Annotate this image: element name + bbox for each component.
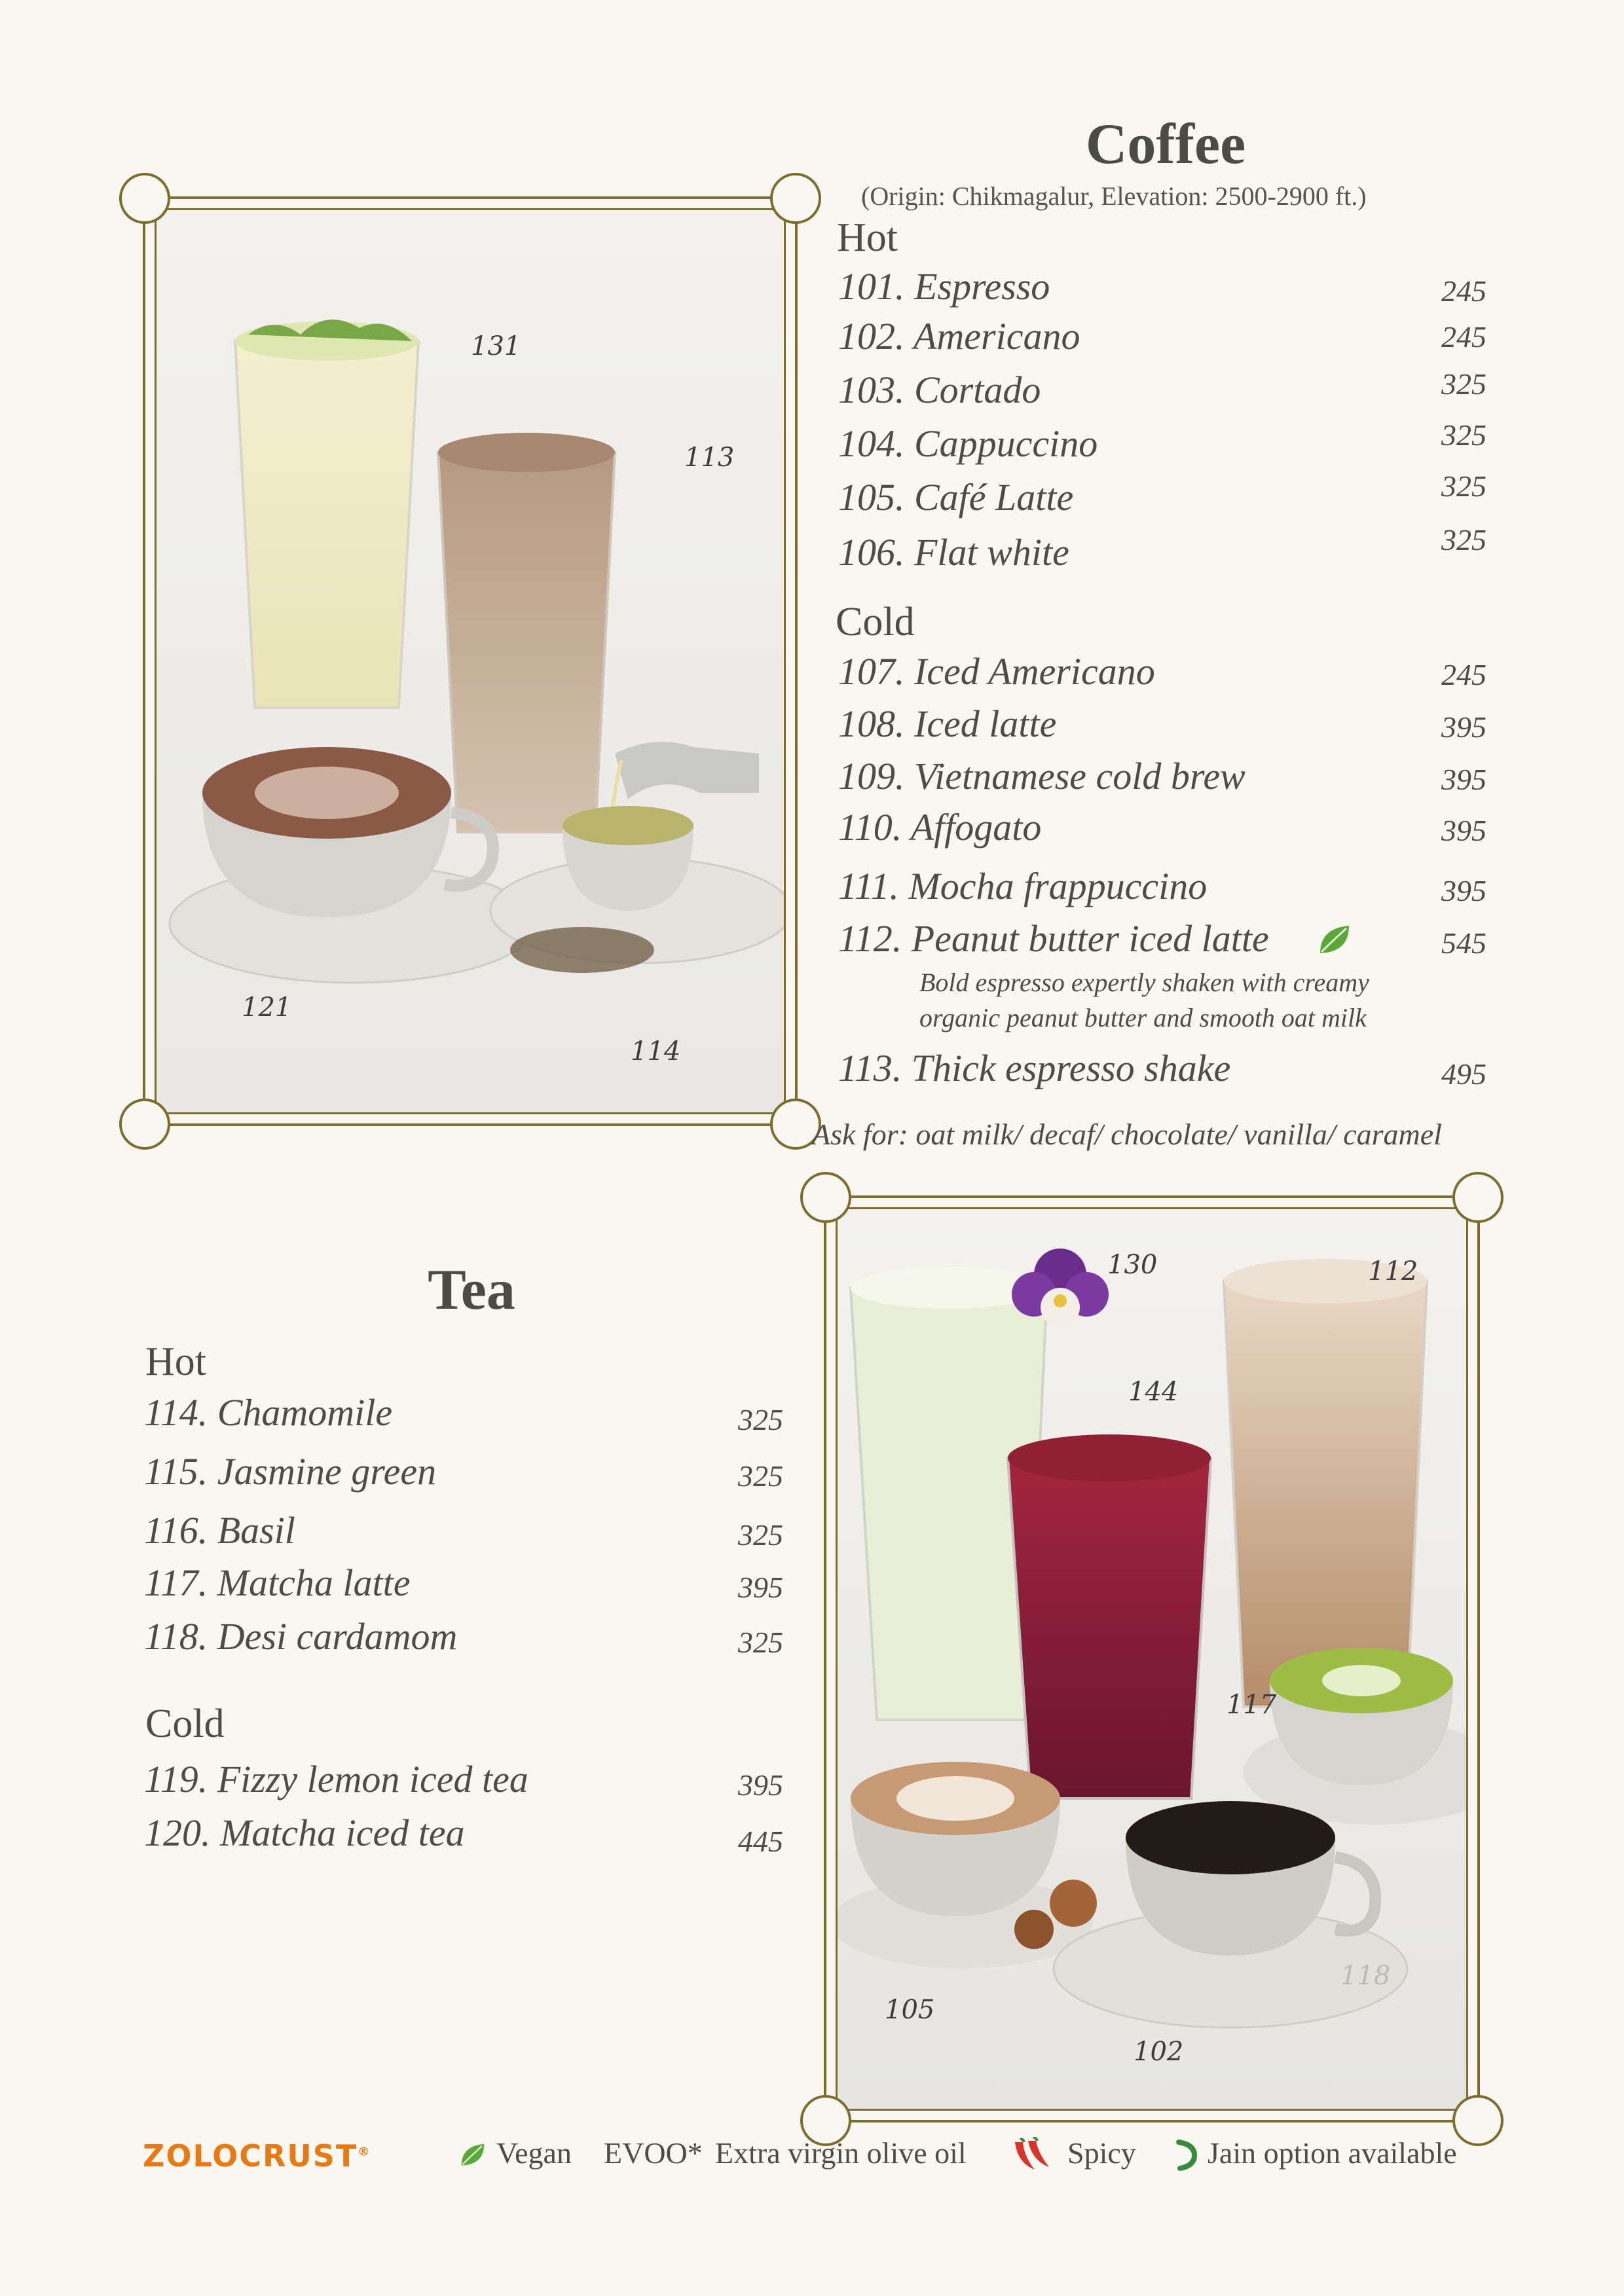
menu-item-mocha-frappuccino: 111. Mocha frappuccino xyxy=(838,865,1208,907)
top-photo-frame xyxy=(143,196,798,1126)
menu-price: 325 xyxy=(1441,367,1486,401)
top-photo xyxy=(155,208,786,1114)
photo-label-114: 114 xyxy=(631,1036,681,1066)
menu-price: 445 xyxy=(738,1825,783,1858)
legend-vegan: Vegan xyxy=(496,2136,572,2170)
photo-label-121: 121 xyxy=(242,993,292,1023)
frame-corner xyxy=(800,1172,851,1223)
menu-price: 325 xyxy=(738,1403,783,1436)
frame-corner xyxy=(119,173,170,224)
vegan-leaf-icon xyxy=(458,2141,487,2170)
brand-logo: ZOLOCRUST® xyxy=(143,2138,371,2174)
photo-label-131: 131 xyxy=(471,331,521,361)
menu-price: 325 xyxy=(1441,418,1486,452)
menu-item-americano: 102. Americano xyxy=(838,315,1080,357)
menu-item-affogato: 110. Affogato xyxy=(838,806,1042,848)
menu-item-cortado: 103. Cortado xyxy=(838,369,1041,411)
brand-logo-text: ZOLOCRUST xyxy=(143,2138,358,2174)
coffee-ask-for: Ask for: oat milk/ decaf/ chocolate/ vanilla/ caramel xyxy=(812,1118,1442,1151)
coffee-hot-heading: Hot xyxy=(837,215,898,260)
legend-spicy: Spicy xyxy=(1067,2136,1136,2170)
bottom-photo xyxy=(836,1207,1468,2111)
photo-label-118: 118 xyxy=(1340,1961,1391,1991)
photo-label-117: 117 xyxy=(1227,1690,1277,1720)
menu-item-matcha-latte: 117. Matcha latte xyxy=(144,1561,411,1604)
menu-item-desi-cardamom: 118. Desi cardamom xyxy=(144,1615,458,1658)
menu-item-iced-latte: 108. Iced latte xyxy=(838,702,1057,745)
menu-item-iced-americano: 107. Iced Americano xyxy=(838,650,1155,693)
frame-corner xyxy=(119,1099,170,1150)
menu-item-peanut-butter-iced-latte: 112. Peanut butter iced latte xyxy=(838,917,1269,960)
menu-item-espresso: 101. Espresso xyxy=(838,265,1050,308)
menu-item-jasmine-green: 115. Jasmine green xyxy=(144,1450,437,1493)
tea-title: Tea xyxy=(428,1258,515,1322)
menu-item-cafe-latte: 105. Café Latte xyxy=(838,476,1074,519)
menu-price: 545 xyxy=(1441,926,1486,960)
menu-item-matcha-iced-tea: 120. Matcha iced tea xyxy=(144,1812,465,1854)
tea-cold-heading: Cold xyxy=(145,1702,225,1746)
vegan-leaf-icon xyxy=(1316,922,1353,958)
photo-label-102: 102 xyxy=(1134,2037,1184,2067)
menu-price: 395 xyxy=(738,1571,783,1604)
jain-symbol-icon xyxy=(1172,2138,1201,2172)
frame-corner xyxy=(1452,2095,1504,2146)
menu-price: 245 xyxy=(1441,320,1486,354)
coffee-origin: (Origin: Chikmagalur, Elevation: 2500-2900 ft.) xyxy=(861,181,1367,211)
coffee-cold-heading: Cold xyxy=(836,600,915,644)
drinks-photo-illustration xyxy=(157,210,784,1112)
menu-item-vietnamese-cold-brew: 109. Vietnamese cold brew xyxy=(838,755,1246,797)
menu-price: 395 xyxy=(1441,814,1486,847)
menu-price: 325 xyxy=(738,1626,783,1659)
menu-price: 495 xyxy=(1441,1057,1486,1091)
menu-price: 245 xyxy=(1441,658,1486,691)
menu-item-flat-white: 106. Flat white xyxy=(838,531,1069,574)
legend-jain: Jain option available xyxy=(1208,2136,1457,2170)
menu-item-chamomile: 114. Chamomile xyxy=(144,1391,393,1434)
coffee-title: Coffee xyxy=(1085,113,1246,176)
photo-label-112: 112 xyxy=(1368,1256,1418,1286)
frame-corner xyxy=(1452,1172,1504,1223)
menu-item-cappuccino: 104. Cappuccino xyxy=(838,422,1098,465)
item-description-line: Bold espresso expertly shaken with creamy xyxy=(919,968,1369,997)
menu-price: 395 xyxy=(1441,763,1486,796)
menu-price: 395 xyxy=(1441,874,1486,907)
legend-evoo-text: Extra virgin olive oil xyxy=(715,2136,967,2170)
frame-corner xyxy=(770,173,821,224)
menu-price: 245 xyxy=(1441,274,1486,308)
menu-item-thick-espresso-shake: 113. Thick espresso shake xyxy=(838,1047,1231,1089)
menu-item-fizzy-lemon-iced-tea: 119. Fizzy lemon iced tea xyxy=(144,1758,528,1800)
legend-evoo-abbr: EVOO* xyxy=(604,2136,703,2170)
menu-price: 325 xyxy=(738,1518,783,1552)
menu-price: 395 xyxy=(738,1768,783,1802)
menu-item-basil: 116. Basil xyxy=(144,1509,295,1552)
menu-price: 395 xyxy=(1441,710,1486,744)
photo-label-144: 144 xyxy=(1128,1377,1179,1407)
menu-price: 325 xyxy=(1441,523,1486,556)
bottom-photo-frame xyxy=(824,1195,1480,2123)
photo-label-130: 130 xyxy=(1107,1250,1158,1280)
menu-price: 325 xyxy=(1441,469,1486,503)
chili-pepper-icon xyxy=(1008,2137,1054,2174)
item-description-line: organic peanut butter and smooth oat milk xyxy=(919,1003,1367,1032)
tea-hot-heading: Hot xyxy=(145,1339,206,1384)
menu-price: 325 xyxy=(738,1459,783,1493)
photo-label-105: 105 xyxy=(885,1995,935,2025)
photo-label-113: 113 xyxy=(684,443,735,473)
